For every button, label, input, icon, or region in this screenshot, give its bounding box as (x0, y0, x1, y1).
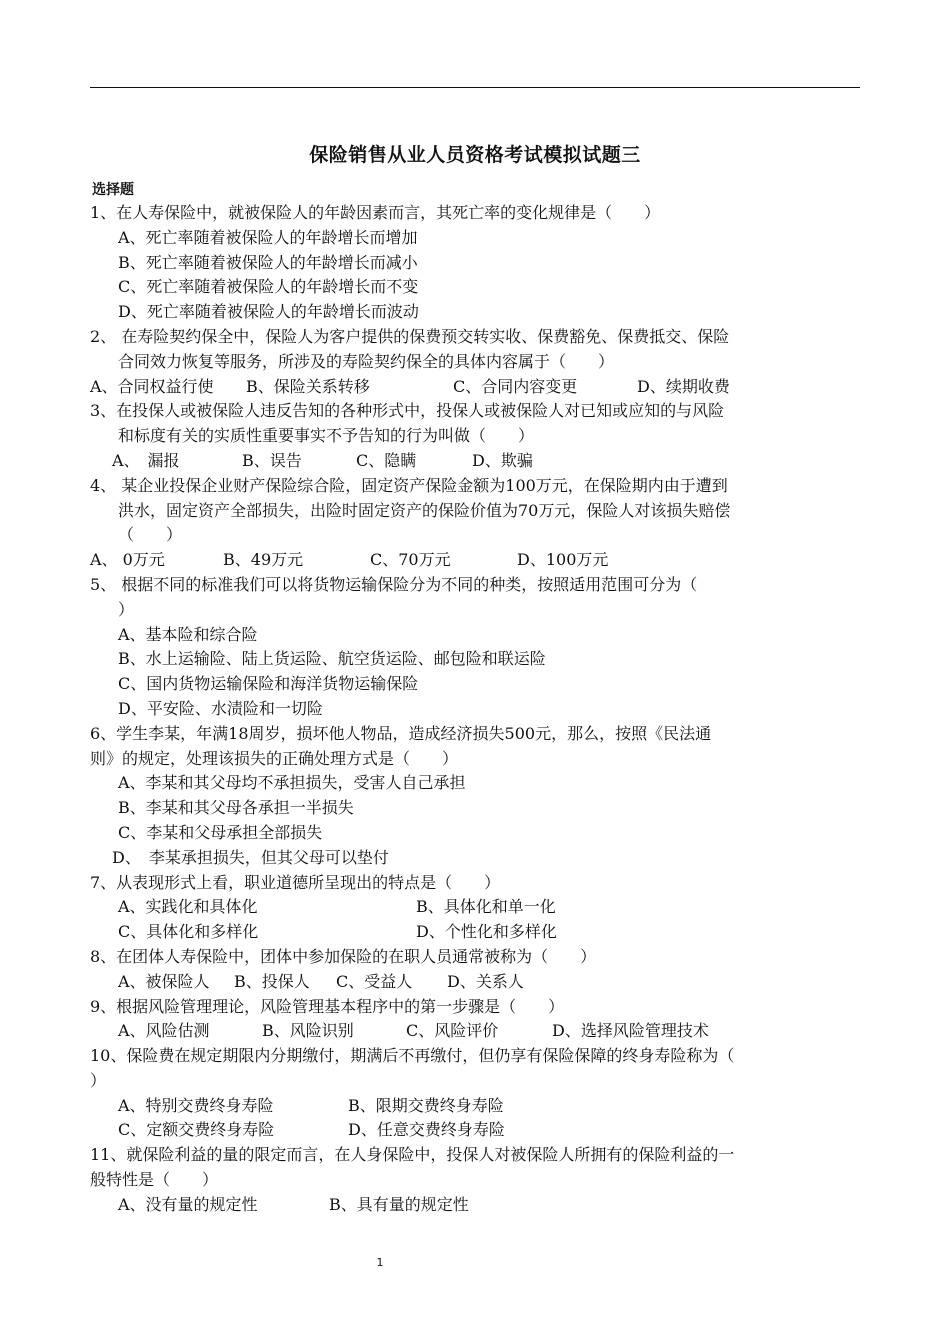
question-10-option-a: A、特别交费终身寿险 (118, 1095, 274, 1115)
question-4-stem-cont: 洪水，固定资产全部损失，出险时固定资产的保险价值为70万元，保险人对该损失赔偿 (118, 500, 731, 520)
question-6-stem: 6、学生李某，年满18周岁，损坏他人物品，造成经济损失500元，那么，按照《民法通 (90, 723, 712, 743)
question-11-option-b: B、具有量的规定性 (329, 1194, 469, 1214)
question-11-stem: 11、就保险利益的量的限定而言，在人身保险中，投保人对被保险人所拥有的保险利益的一 (90, 1145, 735, 1165)
question-3-options (90, 449, 860, 474)
question-7-option-b: B、具体化和单一化 (416, 897, 556, 917)
question-7-stem: 7、从表现形式上看，职业道德所呈现出的特点是（ ） (90, 872, 501, 892)
question-8-option-d: D、关系人 (447, 971, 524, 991)
question-10-option-c: C、定额交费终身寿险 (118, 1120, 275, 1140)
question-1-option-c: C、死亡率随着被保险人的年龄增长而不变 (118, 277, 419, 297)
question-2-stem-cont: 合同效力恢复等服务，所涉及的寿险契约保全的具体内容属于（ ） (118, 351, 615, 371)
question-1-option-d: D、死亡率随着被保险人的年龄增长而波动 (118, 302, 419, 322)
question-2-option-c: C、合同内容变更 (453, 376, 578, 396)
question-9-options (90, 1019, 860, 1044)
question-11-stem-cont: 般特性是（ ） (90, 1170, 219, 1190)
question-5-option-c: C、国内货物运输保险和海洋货物运输保险 (118, 674, 419, 694)
question-2-stem: 2、 在寿险契约保全中，保险人为客户提供的保费预交转实收、保费豁免、保费抵交、保险 (90, 326, 730, 346)
question-4-option-c: C、70万元 (370, 550, 451, 570)
page-number: 1 (376, 1256, 384, 1269)
question-4-stem-cont2: （ ） (118, 525, 183, 545)
question-3-stem: 3、在投保人或被保险人违反告知的各种形式中，投保人或被保险人对已知或应知的与风险 (90, 401, 725, 421)
page-title: 保险销售从业人员资格考试模拟试题三 (309, 144, 641, 166)
question-6-option-a: A、李某和其父母均不承担损失，受害人自己承担 (118, 773, 466, 793)
question-7-option-a: A、实践化和具体化 (118, 897, 258, 917)
question-11-options (90, 1193, 860, 1218)
question-10-option-d: D、任意交费终身寿险 (348, 1120, 505, 1140)
question-11-option-a: A、没有量的规定性 (118, 1194, 258, 1214)
question-5-option-b: B、水上运输险、陆上货运险、航空货运险、邮包险和联运险 (118, 649, 546, 669)
question-1-option-b: B、死亡率随着被保险人的年龄增长而减小 (118, 252, 418, 272)
question-5-option-a: A、基本险和综合险 (118, 624, 258, 644)
question-3-option-b: B、误告 (242, 450, 302, 470)
question-4-option-a: A、 0万元 (90, 550, 165, 570)
question-8-option-b: B、投保人 (234, 971, 310, 991)
question-7-options-row1 (90, 895, 860, 920)
question-2-option-d: D、续期收费 (637, 376, 730, 396)
question-9-option-a: A、风险估测 (118, 1021, 210, 1041)
question-10-stem: 10、保险费在规定期限内分期缴付，期满后不再缴付，但仍享有保险保障的终身寿险称为（ (90, 1046, 735, 1066)
question-1-stem: 1、在人寿保险中，就被保险人的年龄因素而言，其死亡率的变化规律是（ ） (90, 203, 661, 222)
question-8-option-a: A、被保险人 (118, 971, 210, 991)
question-7-option-d: D、个性化和多样化 (416, 922, 557, 942)
question-6-stem-cont: 则》的规定，处理该损失的正确处理方式是（ ） (90, 748, 459, 768)
question-7-option-c: C、具体化和多样化 (118, 922, 259, 942)
question-3-option-a: A、 漏报 (112, 450, 180, 470)
question-3-option-c: C、隐瞒 (356, 450, 417, 470)
question-7-options-row2 (90, 920, 860, 945)
question-2-options (90, 375, 860, 400)
question-5-stem: 5、 根据不同的标准我们可以将货物运输保险分为不同的种类，按照适用范围可分为（ (90, 574, 698, 594)
question-10-options-row2 (90, 1118, 860, 1143)
question-2-option-b: B、保险关系转移 (246, 376, 370, 396)
question-10-options-row1 (90, 1094, 860, 1119)
question-9-option-c: C、风险评价 (406, 1021, 499, 1041)
question-4-option-b: B、49万元 (223, 550, 304, 570)
section-heading: 选择题 (92, 182, 134, 198)
question-4-options (90, 548, 860, 573)
question-5-option-d: D、平安险、水渍险和一切险 (118, 698, 323, 718)
question-3-stem-cont: 和标度有关的实质性重要事实不予告知的行为叫做（ ） (118, 426, 535, 446)
question-6-option-b: B、李某和其父母各承担一半损失 (118, 798, 354, 818)
question-9-option-d: D、选择风险管理技术 (552, 1021, 709, 1041)
question-2-option-a: A、合同权益行使 (90, 376, 214, 396)
question-9-option-b: B、风险识别 (262, 1021, 354, 1041)
question-8-options (90, 970, 860, 995)
question-6-option-d: D、 李某承担损失，但其父母可以垫付 (112, 847, 389, 867)
question-3-option-d: D、欺骗 (472, 450, 533, 470)
question-8-stem: 8、在团体人寿保险中，团体中参加保险的在职人员通常被称为（ ） (90, 946, 597, 966)
question-5-stem-cont: ） (118, 599, 135, 619)
question-4-stem: 4、 某企业投保企业财产保险综合险，固定资产保险金额为100万元，在保险期内由于遭到 (90, 475, 728, 495)
question-1-option-a: A、死亡率随着被保险人的年龄增长而增加 (118, 227, 418, 247)
header-rule (90, 87, 860, 88)
question-4-option-d: D、100万元 (517, 550, 609, 570)
question-6-option-c: C、李某和父母承担全部损失 (118, 822, 323, 842)
question-10-option-b: B、限期交费终身寿险 (348, 1095, 504, 1115)
question-list (90, 201, 860, 1218)
question-8-option-c: C、受益人 (336, 971, 413, 991)
question-10-stem-cont: ） (90, 1070, 107, 1090)
question-9-stem: 9、根据风险管理理论，风险管理基本程序中的第一步骤是（ ） (90, 996, 565, 1016)
